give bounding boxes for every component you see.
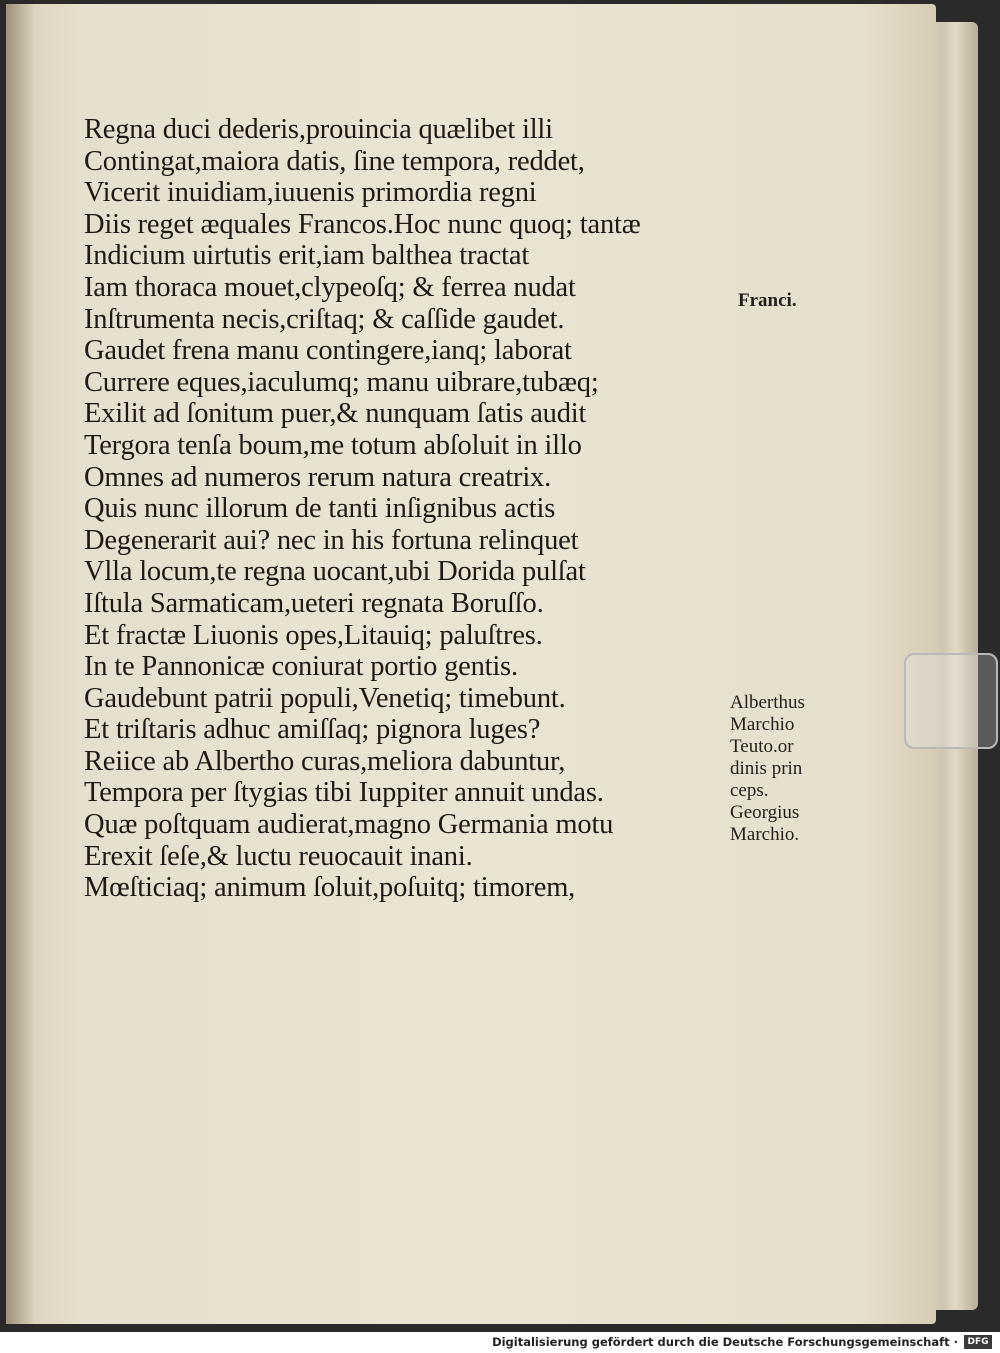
verse-line: Vlla locum,te regna uocant,ubi Dorida pulſat	[84, 556, 586, 588]
verse-line: Contingat,maiora datis, ſine tempora, reddet,	[84, 145, 585, 177]
marginal-note-albertus	[730, 692, 805, 846]
verse-line: Et fractæ Liuonis opes,Litauiq; paluſtres.	[84, 619, 543, 651]
verse-line: Gaudet frena manu contingere,ianq; laborat	[84, 335, 572, 367]
verse-line: Mœſticiaq; animum ſoluit,poſuitq; timorem,	[84, 872, 576, 904]
verse-line: Regna duci dederis,prouincia quælibet illi	[84, 114, 553, 145]
page-clip	[904, 653, 998, 749]
verse-line: Quis nunc illorum de tanti inſignibus actis	[84, 493, 556, 525]
marginal-line: dinis prin	[730, 758, 803, 779]
verse-line: Diis reget æquales Francos.Hoc nunc quoq; tantæ	[84, 208, 641, 240]
verse-line: Exilit ad ſonitum puer,& nunquam ſatis audit	[84, 398, 587, 430]
page-gutter	[6, 4, 34, 1324]
marginal-line: Marchio.	[730, 824, 800, 845]
verse-line: Quæ poſtquam audierat,magno Germania motu	[84, 809, 614, 841]
marginal-note-franci	[738, 290, 797, 312]
verse-line: Reiice ab Albertho curas,meliora dabuntur,	[84, 745, 566, 777]
verse-line: In te Pannonicæ coniurat portio gentis.	[84, 651, 518, 683]
footer-bar	[0, 1332, 1000, 1353]
verse-line: Gaudebunt patrii populi,Venetiq; timebunt.	[84, 682, 566, 714]
verse-line: Erexit ſeſe,& luctu reuocauit inani.	[84, 840, 473, 872]
verse-line: Degenerarit aui? nec in his fortuna relinquet	[84, 524, 579, 556]
verse-line: Et triſtaris adhuc amiſſaq; pignora luges?	[84, 714, 541, 746]
verse-line: Tempora per ſtygias tibi Iuppiter annuit undas.	[84, 777, 604, 809]
verse-line: Vicerit inuidiam,iuuenis primordia regni	[84, 177, 537, 209]
poem-text	[84, 114, 724, 904]
funding-notice: Digitalisierung gefördert durch die Deutsche Forschungsgemeinschaft ·	[492, 1335, 958, 1349]
verse-line: Omnes ad numeros rerum natura creatrix.	[84, 461, 552, 493]
marginal-line: Georgius	[730, 802, 800, 823]
dfg-logo: DFG	[964, 1335, 992, 1349]
verse-line: Tergora tenſa boum,me totum abſoluit in illo	[84, 429, 582, 461]
verse-line: Currere eques,iaculumq; manu uibrare,tubæq;	[84, 366, 599, 398]
marginal-line: Franci.	[738, 290, 797, 311]
marginal-line: ceps.	[730, 780, 769, 801]
verse-line: Inſtrumenta necis,criſtaq; & caſſide gaudet.	[84, 303, 565, 335]
marginal-line: Teuto.or	[730, 736, 794, 757]
marginal-line: Marchio	[730, 714, 795, 735]
marginal-line: Alberthus	[730, 692, 805, 713]
verse-line: Iſtula Sarmaticam,ueteri regnata Boruſſo.	[84, 587, 544, 619]
verse-line: Indicium uirtutis erit,iam balthea tractat	[84, 240, 530, 272]
verse-line: Iam thoraca mouet,clypeoſq; & ferrea nudat	[84, 271, 576, 303]
